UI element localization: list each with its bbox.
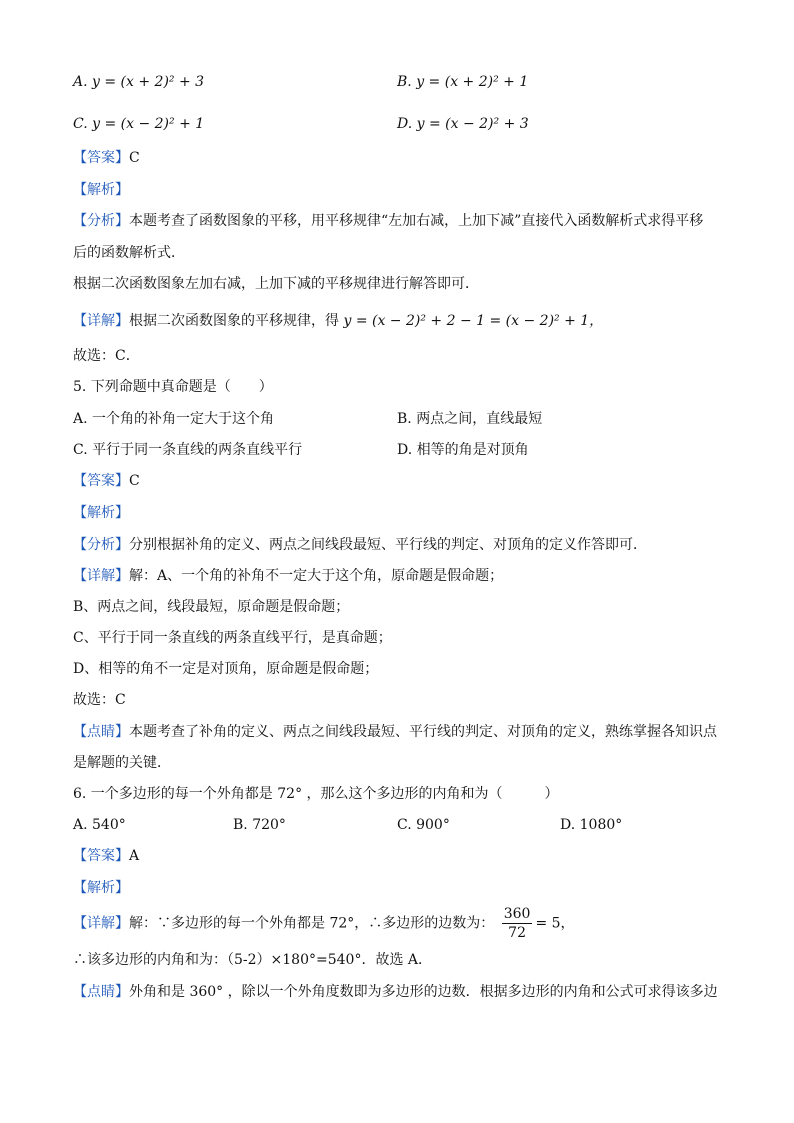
q5-detail-d: D、相等的角不一定是对顶角，原命题是假命题；	[73, 661, 379, 677]
q4-detail-row	[73, 311, 603, 331]
detail-text: 根据二次函数图象的平移规律，得	[129, 313, 339, 329]
q6-detail-row	[73, 905, 575, 942]
detail-tag: 【详解】	[73, 915, 129, 932]
analysis-tag: 【解析】	[73, 880, 129, 896]
detail-text: 解：∵多边形的每一个外角都是 72°，∴多边形的边数为：	[129, 915, 495, 932]
q6-option-b: B. 720°	[233, 817, 286, 833]
fraction-denominator: 72	[508, 925, 526, 941]
q4-analysis-tag	[73, 180, 129, 200]
dianjing-tag: 【点睛】	[73, 984, 129, 1000]
q5-dianjing-line-2: 是解题的关键．	[73, 755, 171, 771]
q5-analysis-tag	[73, 503, 129, 523]
q6-option-d: D. 1080°	[560, 817, 623, 833]
q5-option-d: D. 相等的角是对顶角	[397, 442, 529, 458]
q6-detail-line-2: ∴该多边形的内角和为：（5-2）×180°=540°．故选 A．	[73, 952, 433, 968]
answer-tag: 【答案】	[73, 848, 129, 864]
fenxi-tag: 【分析】	[73, 537, 129, 553]
fraction-result: = 5，	[535, 915, 575, 932]
detail-text: 解：A、一个角的补角不一定大于这个角，原命题是假命题；	[129, 568, 504, 584]
q6-dianjing-row	[73, 982, 718, 1002]
answer-value: A	[129, 848, 140, 864]
q6-answer-row	[73, 846, 139, 866]
answer-value: C	[129, 473, 140, 489]
q6-option-a: A. 540°	[73, 817, 126, 833]
q5-detail-c: C、平行于同一条直线的两条直线平行，是真命题；	[73, 630, 392, 646]
q5-conclusion: 故选：C	[73, 692, 126, 708]
q5-option-a: A. 一个角的补角一定大于这个角	[73, 411, 275, 427]
q4-conclusion: 故选：C．	[73, 348, 140, 364]
q5-dianjing-line-1	[73, 722, 717, 742]
q4-fenxi-line-1	[73, 211, 703, 231]
dianjing-text: 本题考查了补角的定义、两点之间线段最短、平行线的判定、对顶角的定义，熟练掌握各知识点	[129, 724, 717, 740]
answer-value: C	[129, 150, 140, 166]
q4-fenxi-line-3: 根据二次函数图象左加右减，上加下减的平移规律进行解答即可．	[73, 276, 479, 292]
q4-option-d: D. y = (x − 2)² + 3	[397, 116, 529, 132]
analysis-tag: 【解析】	[73, 182, 129, 198]
dianjing-text: 外角和是 360° ，除以一个外角度数即为多边形的边数．根据多边形的内角和公式可求得该多边	[129, 984, 718, 1000]
q5-detail-a	[73, 566, 503, 586]
fraction	[502, 905, 533, 942]
q5-stem: 5. 下列命题中真命题是（ ）	[73, 379, 273, 395]
q5-answer-row	[73, 471, 140, 491]
detail-tag: 【详解】	[73, 313, 129, 329]
detail-tag: 【详解】	[73, 568, 129, 584]
q4-answer-row	[73, 148, 140, 168]
q5-option-c: C. 平行于同一条直线的两条直线平行	[73, 442, 303, 458]
analysis-tag: 【解析】	[73, 505, 129, 521]
detail-formula: y = (x − 2)² + 2 − 1 = (x − 2)² + 1，	[343, 313, 604, 329]
answer-tag: 【答案】	[73, 473, 129, 489]
dianjing-tag: 【点睛】	[73, 724, 129, 740]
q4-fenxi-line-2: 后的函数解析式．	[73, 245, 185, 261]
q6-option-c: C. 900°	[397, 817, 450, 833]
fenxi-text: 分别根据补角的定义、两点之间线段最短、平行线的判定、对顶角的定义作答即可．	[129, 537, 647, 553]
q4-option-c: C. y = (x − 2)² + 1	[73, 116, 205, 132]
q4-option-a: A. y = (x + 2)² + 3	[73, 74, 205, 90]
fenxi-text: 本题考查了函数图象的平移，用平移规律“左加右减，上加下减”直接代入函数解析式求得平移	[129, 213, 704, 229]
q6-analysis-tag	[73, 878, 129, 898]
q4-option-b: B. y = (x + 2)² + 1	[397, 74, 529, 90]
answer-tag: 【答案】	[73, 150, 129, 166]
q6-stem: 6. 一个多边形的每一个外角都是 72° ，那么这个多边形的内角和为（ ）	[73, 786, 559, 802]
q5-fenxi-row	[73, 535, 647, 555]
fraction-numerator: 360	[503, 906, 531, 922]
fenxi-tag: 【分析】	[73, 213, 129, 229]
q5-option-b: B. 两点之间，直线最短	[397, 411, 543, 427]
q5-detail-b: B、两点之间，线段最短，原命题是假命题；	[73, 599, 350, 615]
